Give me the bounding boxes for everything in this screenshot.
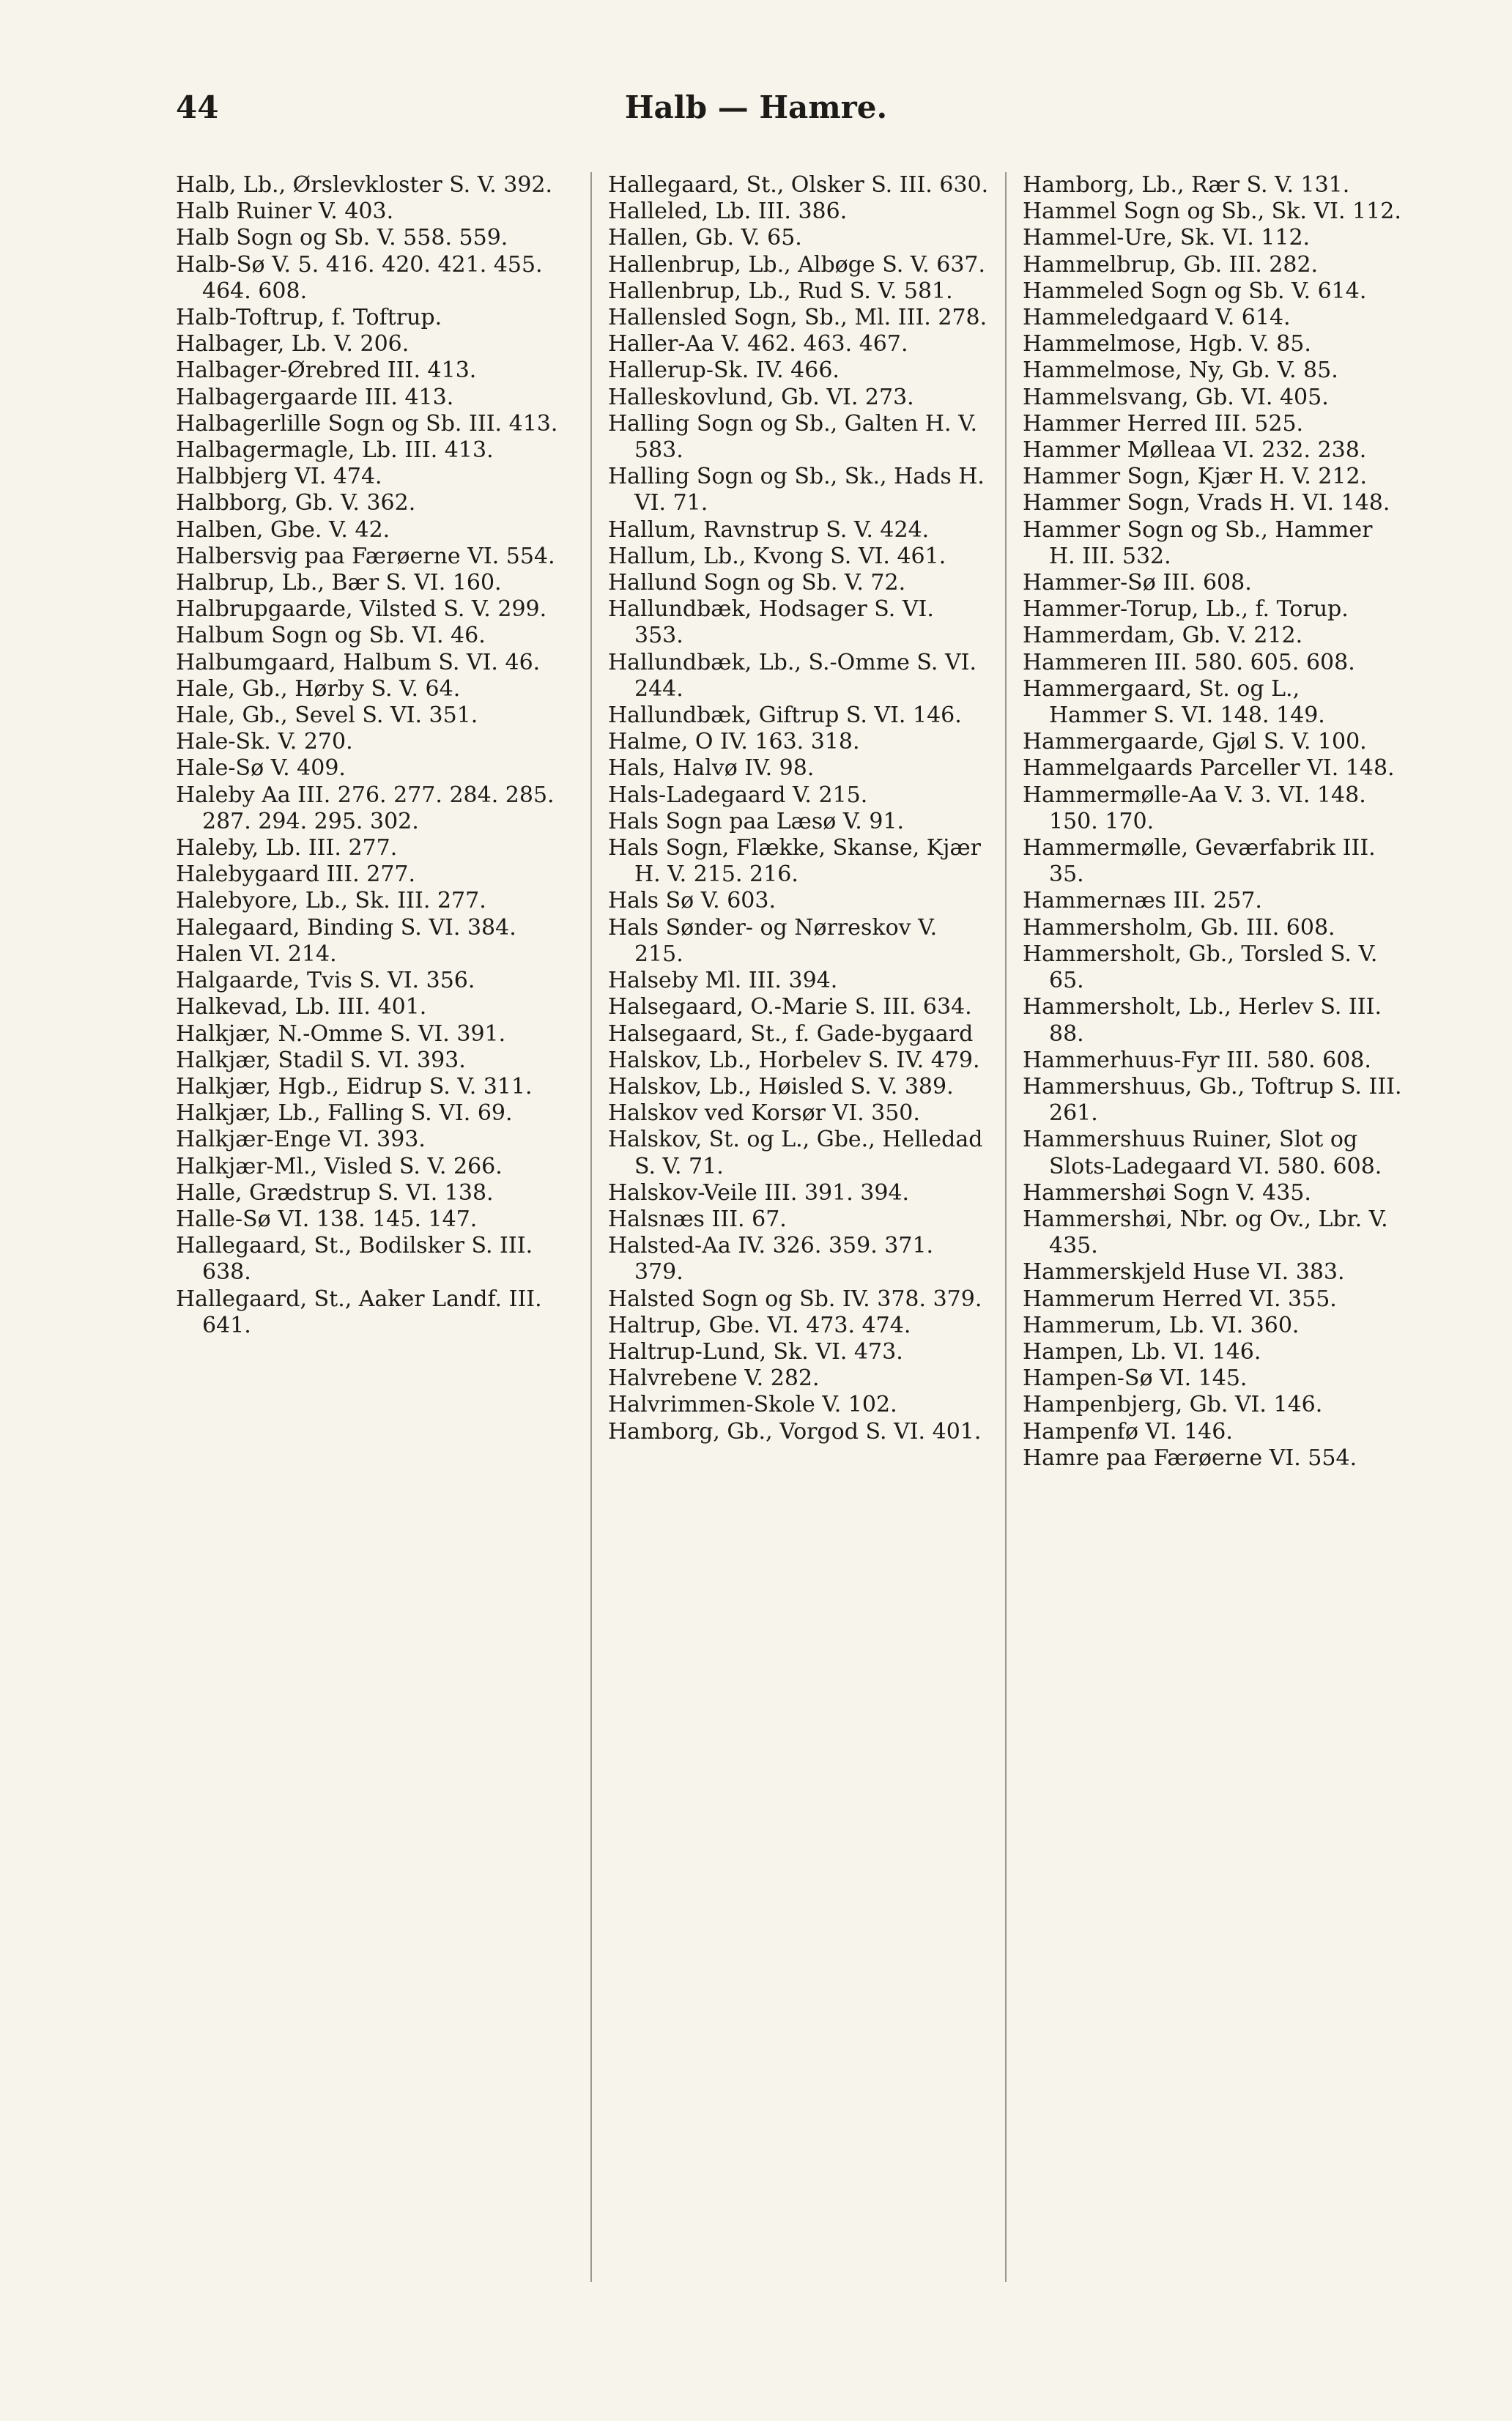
index-entry: Hals Sogn paa Læsø V. 91. — [608, 808, 905, 834]
index-entry: Halskov, Lb., Høisled S. V. 389. — [608, 1073, 954, 1100]
index-entry: Hampenbjerg, Gb. VI. 146. — [1023, 1392, 1323, 1418]
index-entry: Halskov ved Korsør VI. 350. — [608, 1100, 920, 1127]
index-entry: Halvrimmen-Skole V. 102. — [608, 1392, 897, 1418]
index-entry: Haller-Aa V. 462. 463. 467. — [608, 331, 908, 357]
index-entry: Hammel Sogn og Sb., Sk. VI. 112. — [1023, 199, 1401, 225]
index-entry: Halleskovlund, Gb. VI. 273. — [608, 384, 914, 410]
index-entry: Hammer Sogn og Sb., Hammer H. III. 532. — [1023, 516, 1373, 569]
index-entry: Hale-Sø V. 409. — [176, 755, 346, 782]
index-entry: Halb Ruiner V. 403. — [176, 199, 394, 225]
index-entry: Hammerum Herred VI. 355. — [1023, 1286, 1337, 1312]
index-entry: Halleled, Lb. III. 386. — [608, 199, 848, 225]
index-entry: Hampen-Sø VI. 145. — [1023, 1365, 1248, 1392]
index-entry: Hammermølle, Geværfabrik III. 35. — [1023, 835, 1376, 888]
index-entry: Halling Sogn og Sb., Galten H. V. 583. — [608, 410, 978, 464]
index-entry: Halen VI. 214. — [176, 941, 337, 967]
index-entry: Halsted-Aa IV. 326. 359. 371. 379. — [608, 1233, 934, 1286]
index-entry: Hallenbrup, Lb., Albøge S. V. 637. — [608, 251, 986, 278]
index-entry: Halb-Sø V. 5. 416. 420. 421. 455. 464. 608. — [176, 251, 543, 304]
index-entry: Halbagergaarde III. 413. — [176, 384, 454, 410]
index-entry: Halebyore, Lb., Sk. III. 277. — [176, 888, 486, 914]
index-entry: Hallensled Sogn, Sb., Ml. III. 278. — [608, 305, 987, 331]
index-entry: Halskov, Lb., Horbelev S. IV. 479. — [608, 1047, 980, 1073]
index-entry: Hammelmose, Ny, Gb. V. 85. — [1023, 357, 1338, 384]
index-entry: Hammer Sogn, Kjær H. V. 212. — [1023, 464, 1368, 490]
index-entry: Halle, Grædstrup S. VI. 138. — [176, 1179, 494, 1206]
index-entry: Hammermølle-Aa V. 3. VI. 148. 150. 170. — [1023, 782, 1366, 834]
index-entry: Hammeledgaard V. 614. — [1023, 305, 1291, 331]
running-head: Halb — Hamre. — [624, 89, 888, 125]
index-column-3 — [1005, 172, 1420, 2282]
index-entry: Hammer-Torup, Lb., f. Torup. — [1023, 596, 1349, 623]
index-entry: Halbumgaard, Halbum S. VI. 46. — [176, 649, 541, 675]
index-entry: Halbager-Ørebred III. 413. — [176, 357, 477, 384]
index-entry: Hammelbrup, Gb. III. 282. — [1023, 251, 1319, 278]
index-entry: Halkjær, N.-Omme S. VI. 391. — [176, 1020, 506, 1047]
index-entry: Halbrupgaarde, Vilsted S. V. 299. — [176, 596, 547, 623]
index-entry: Halb-Toftrup, f. Toftrup. — [176, 305, 442, 331]
index-entry: Halegaard, Binding S. VI. 384. — [176, 914, 516, 941]
index-columns — [176, 172, 1421, 2282]
index-entry: Halbager, Lb. V. 206. — [176, 331, 410, 357]
index-entry: Halme, O IV. 163. 318. — [608, 729, 860, 755]
index-entry: Halbersvig paa Færøerne VI. 554. — [176, 543, 555, 569]
index-entry: Halle-Sø VI. 138. 145. 147. — [176, 1206, 478, 1232]
index-entry: Halseby Ml. III. 394. — [608, 968, 838, 994]
index-entry: Hallum, Ravnstrup S. V. 424. — [608, 516, 930, 543]
index-entry: Halb, Lb., Ørslevkloster S. V. 392. — [176, 172, 553, 198]
index-entry: Hammer Herred III. 525. — [1023, 410, 1304, 437]
index-entry: Hammel-Ure, Sk. VI. 112. — [1023, 225, 1311, 251]
index-entry: Hampen, Lb. VI. 146. — [1023, 1338, 1261, 1365]
index-entry: Hallegaard, St., Aaker Landf. III. 641. — [176, 1286, 542, 1338]
index-entry: Halbbjerg VI. 474. — [176, 464, 382, 490]
index-entry: Hammershøi Sogn V. 435. — [1023, 1179, 1311, 1206]
index-entry: Hammerum, Lb. VI. 360. — [1023, 1312, 1300, 1338]
index-entry: Haleby Aa III. 276. 277. 284. 285. 287. 294. 295. 302. — [176, 782, 555, 834]
index-entry: Hammersholt, Gb., Torsled S. V. 65. — [1023, 941, 1378, 994]
index-entry: Halbborg, Gb. V. 362. — [176, 490, 416, 516]
index-entry: Hals Sø V. 603. — [608, 888, 777, 914]
index-entry: Hallegaard, St., Bodilsker S. III. 638. — [176, 1233, 533, 1286]
index-entry: Hammer Sogn, Vrads H. VI. 148. — [1023, 490, 1390, 516]
index-entry: Hammersholm, Gb. III. 608. — [1023, 914, 1335, 941]
index-entry: Hals-Ladegaard V. 215. — [608, 782, 868, 808]
index-column-1 — [176, 172, 590, 2282]
index-entry: Halb Sogn og Sb. V. 558. 559. — [176, 225, 508, 251]
index-entry: Hammershuus Ruiner, Slot og Slots-Ladegaard VI. 580. 608. — [1023, 1127, 1382, 1179]
index-entry: Hammershøi, Nbr. og Ov., Lbr. V. 435. — [1023, 1206, 1388, 1259]
index-entry: Hallegaard, St., Olsker S. III. 630. — [608, 172, 989, 198]
index-entry: Halskov-Veile III. 391. 394. — [608, 1179, 910, 1206]
index-entry: Hale, Gb., Hørby S. V. 64. — [176, 675, 461, 702]
index-entry: Hale-Sk. V. 270. — [176, 729, 353, 755]
index-entry: Hammelsvang, Gb. VI. 405. — [1023, 384, 1329, 410]
index-entry: Halkjær, Hgb., Eidrup S. V. 311. — [176, 1073, 533, 1100]
index-entry: Halsegaard, St., f. Gade-bygaard — [608, 1020, 974, 1047]
index-entry: Hamborg, Gb., Vorgod S. VI. 401. — [608, 1418, 982, 1445]
index-entry: Halvrebene V. 282. — [608, 1365, 820, 1392]
index-entry: Halkevad, Lb. III. 401. — [176, 994, 427, 1020]
index-entry: Halsegaard, O.-Marie S. III. 634. — [608, 994, 972, 1020]
index-entry: Hallund Sogn og Sb. V. 72. — [608, 570, 906, 596]
index-entry: Hamre paa Færøerne VI. 554. — [1023, 1445, 1357, 1471]
index-entry: Hammerdam, Gb. V. 212. — [1023, 623, 1303, 649]
index-entry: Halskov, St. og L., Gbe., Helledad S. V. 71. — [608, 1127, 983, 1179]
index-entry: Hammeled Sogn og Sb. V. 614. — [1023, 278, 1367, 304]
index-entry: Halsted Sogn og Sb. IV. 378. 379. — [608, 1286, 982, 1312]
index-entry: Haltrup-Lund, Sk. VI. 473. — [608, 1338, 903, 1365]
index-entry: Halgaarde, Tvis S. VI. 356. — [176, 968, 475, 994]
index-column-2 — [590, 172, 1005, 2282]
index-entry: Hammer-Sø III. 608. — [1023, 570, 1252, 596]
index-entry: Halkjær, Stadil S. VI. 393. — [176, 1047, 466, 1073]
index-entry: Hammer Mølleaa VI. 232. 238. — [1023, 437, 1367, 464]
index-entry: Hallenbrup, Lb., Rud S. V. 581. — [608, 278, 953, 304]
index-entry: Halsnæs III. 67. — [608, 1206, 787, 1232]
index-entry: Haleby, Lb. III. 277. — [176, 835, 398, 861]
index-entry: Hale, Gb., Sevel S. VI. 351. — [176, 702, 478, 729]
index-entry: Halebygaard III. 277. — [176, 861, 416, 888]
index-entry: Hammergaarde, Gjøl S. V. 100. — [1023, 729, 1367, 755]
index-entry: Hampenfø VI. 146. — [1023, 1418, 1233, 1445]
index-entry: Hals, Halvø IV. 98. — [608, 755, 815, 782]
index-entry: Halling Sogn og Sb., Sk., Hads H. VI. 71. — [608, 464, 985, 516]
index-entry: Halkjær-Enge VI. 393. — [176, 1127, 426, 1153]
index-entry: Hallerup-Sk. IV. 466. — [608, 357, 840, 384]
index-entry: Hamborg, Lb., Rær S. V. 131. — [1023, 172, 1350, 198]
index-entry: Halbum Sogn og Sb. VI. 46. — [176, 623, 486, 649]
index-entry: Halbagerlille Sogn og Sb. III. 413. — [176, 410, 558, 437]
index-entry: Hammerhuus-Fyr III. 580. 608. — [1023, 1047, 1371, 1073]
index-entry: Hallundbæk, Lb., S.-Omme S. VI. 244. — [608, 649, 977, 702]
index-entry: Haltrup, Gbe. VI. 473. 474. — [608, 1312, 911, 1338]
index-entry: Hammershuus, Gb., Toftrup S. III. 261. — [1023, 1073, 1402, 1127]
index-entry: Hammelmose, Hgb. V. 85. — [1023, 331, 1311, 357]
index-entry: Halkjær, Lb., Falling S. VI. 69. — [176, 1100, 513, 1127]
page-number: 44 — [176, 89, 219, 125]
index-entry: Hals Sønder- og Nørreskov V. 215. — [608, 914, 938, 967]
index-entry: Halbrup, Lb., Bær S. VI. 160. — [176, 570, 502, 596]
index-entry: Halben, Gbe. V. 42. — [176, 516, 390, 543]
index-entry: Hammelgaards Parceller VI. 148. — [1023, 755, 1395, 782]
index-entry: Hallen, Gb. V. 65. — [608, 225, 802, 251]
index-entry: Halkjær-Ml., Visled S. V. 266. — [176, 1153, 503, 1179]
index-entry: Hammernæs III. 257. — [1023, 888, 1262, 914]
index-entry: Hallum, Lb., Kvong S. VI. 461. — [608, 543, 946, 569]
index-entry: Hallundbæk, Giftrup S. VI. 146. — [608, 702, 962, 729]
index-entry: Hammerskjeld Huse VI. 383. — [1023, 1259, 1345, 1286]
index-entry: Hammergaard, St. og L., Hammer S. VI. 148. 149. — [1023, 675, 1325, 729]
index-entry: Hals Sogn, Flække, Skanse, Kjær H. V. 215. 216. — [608, 835, 981, 888]
index-entry: Hammeren III. 580. 605. 608. — [1023, 649, 1355, 675]
index-entry: Hammersholt, Lb., Herlev S. III. 88. — [1023, 994, 1382, 1047]
index-entry: Halbagermagle, Lb. III. 413. — [176, 437, 494, 464]
index-entry: Hallundbæk, Hodsager S. VI. 353. — [608, 596, 934, 649]
